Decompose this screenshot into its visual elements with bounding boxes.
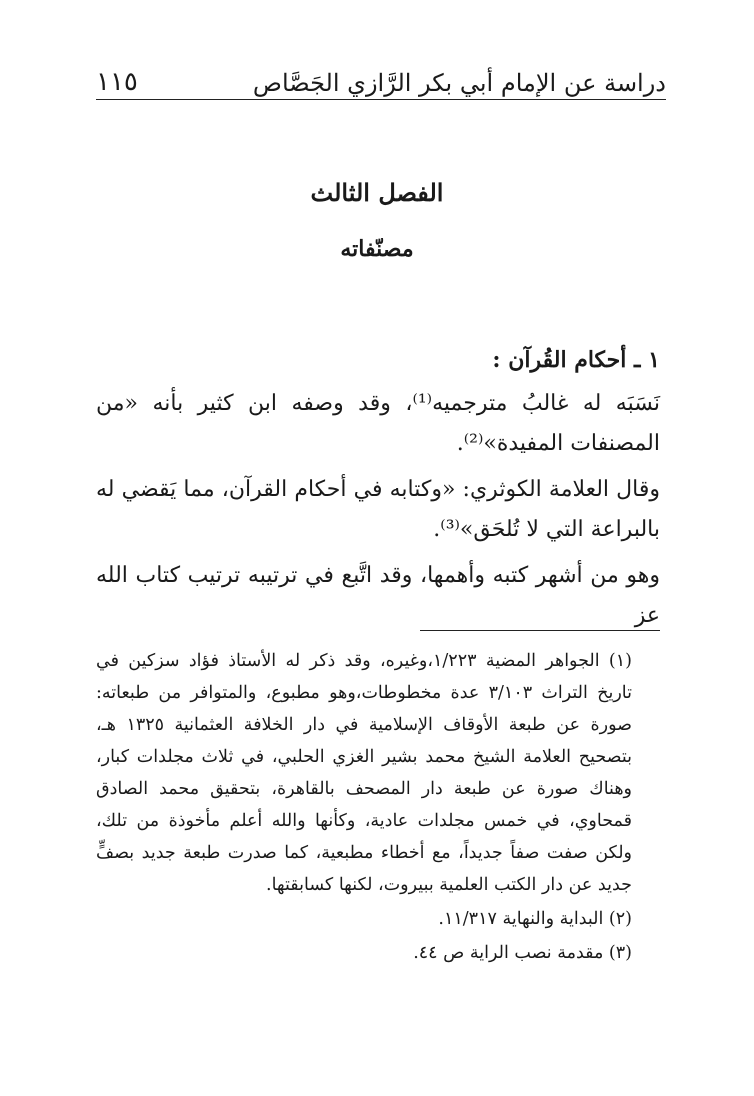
- chapter-title: الفصل الثالث: [310, 178, 444, 207]
- body-paragraph: نَسَبَه له غالبُ مترجميه⁽¹⁾، وقد وصفه ابن كثير بأنه «من المصنفات المفيدة»⁽²⁾.: [96, 391, 660, 456]
- main-text: [96, 340, 660, 642]
- footnote: (٢) البداية والنهاية ١١/٣١٧.: [438, 909, 632, 929]
- section-title: مصنّفاته: [340, 236, 414, 262]
- page-number: ١١٥: [96, 67, 138, 97]
- footnote: (٣) مقدمة نصب الراية ص ٤٤.: [413, 943, 632, 963]
- footnote: (١) الجواهر المضية ١/٢٢٣،وغيره، وقد ذكر له الأستاذ فؤاد سزكين في تاريخ التراث ٣/١٠٣ عدة مخطوطات،وهو مطبوع، والمتوافر من طبعاته: صورة عن طبعة الأوقاف الإسلامية في دار الخلافة العثمانية ١٣٢٥ هـ، بتصحيح العلامة الشيخ محمد بشير الغزي الحلبي، في ثلاث مجلدات كبار، وهناك صورة عن طبعة دار المصحف بالقاهرة، بتحقيق محمد الصادق قمحاوي، في خمس مجلدات عادية، وكأنها والله أعلم مأخوذة من تلك، ولكن صفت صفاً جديداً، مع أخطاء مطبعية، كما صدرت طبعة جديد بصفٍّ جديد عن دار الكتب العلمية ببيروت، لكنها كسابقتها.: [96, 651, 632, 895]
- footnote-separator: [420, 630, 660, 631]
- body-paragraph: وهو من أشهر كتبه وأهمها، وقد اتَّبع في ترتيبه ترتيب كتاب الله عز: [96, 563, 660, 628]
- body-paragraph: وقال العلامة الكوثري: «وكتابه في أحكام القرآن، مما يَقضي له بالبراعة التي لا تُلحَق»⁽³⁾.: [96, 477, 660, 542]
- item-heading: ١ ـ أحكام القُرآن :: [492, 347, 660, 373]
- running-header: [96, 60, 666, 100]
- footnotes: [96, 645, 658, 971]
- running-title: دراسة عن الإمام أبي بكر الرَّازي الجَصَّاص: [252, 69, 666, 97]
